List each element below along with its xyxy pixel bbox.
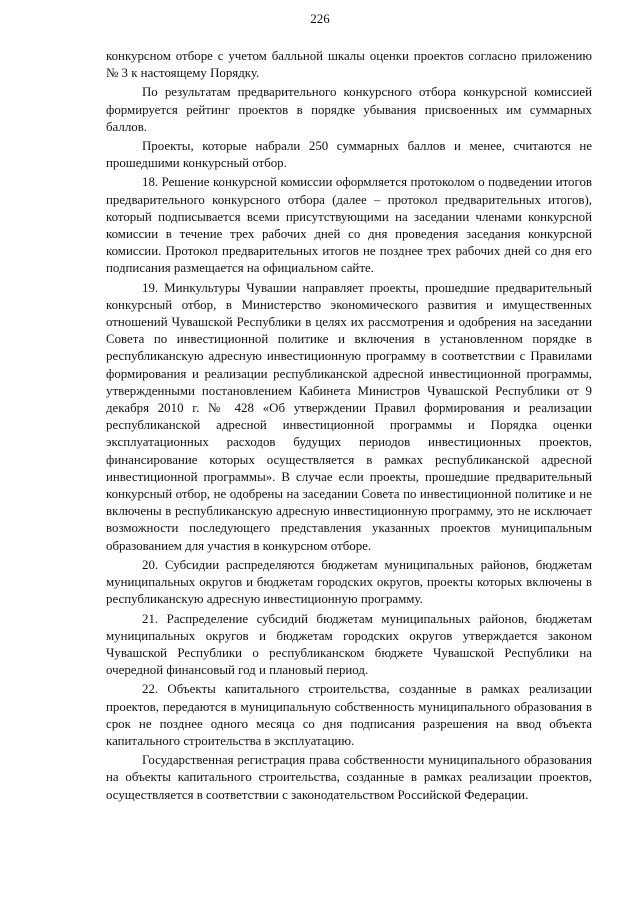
paragraph-20: 20. Субсидии распределяются бюджетам муниципальных районов, бюджетам муниципальных округов и бюджетам городских округов, проекты которых включены в республиканскую адресную инвестиционную программу. (106, 557, 592, 607)
paragraph-state-registration: Государственная регистрация права собственности муниципального образования на объекты капитального строительства, созданные в рамках реализации проектов, осуществляется в соответствии с законодательством Российской Федерации. (106, 753, 592, 802)
paragraph-threshold: Проекты, которые набрали 250 суммарных баллов и менее, считаются не прошедшими конкурсный отбор. (106, 139, 592, 171)
paragraph-continuation: конкурсном отборе с учетом балльной шкалы оценки проектов согласно приложению № 3 к настоящему Порядку. (106, 49, 592, 81)
page-number: 226 (310, 11, 330, 26)
document-body (106, 48, 592, 806)
paragraph-21: 21. Распределение субсидий бюджетам муниципальных районов, бюджетам муниципальных округов и бюджетам городских округов утверждается законом Чувашской Республики о республиканском бюджете Чувашской Республики на очередной финансовый год и плановый период. (106, 611, 592, 678)
paragraph-rating: По результатам предварительного конкурсного отбора конкурсной комиссией формируется рейтинг проектов в порядке убывания присвоенных им суммарных баллов. (106, 85, 592, 134)
paragraph-19: 19. Минкультуры Чувашии направляет проекты, прошедшие предварительный конкурсный отбор, в Министерство экономического развития и имущественных отношений Чувашской Республики в целях их рассмотрения и одобрения на заседании Совета по инвестиционной политике и включения в установленном порядке в республиканскую адресную инвестиционную программу в соответствии с Правилами формирования и реализации республиканской адресной инвестиционной программы, утвержденными постановлением Кабинета Министров Чувашской Республики от 9 декабря 2010 г. № 428 «Об утверждении Правил формирования и реализации республиканской адресной инвестиционной программы и Порядка оценки эксплуатационных расходов будущих периодов инвестиционных проектов, финансирование которых осуществляется в рамках республиканской адресной инвестиционной программы». В случае если проекты, прошедшие предварительный конкурсный отбор, не одобрены на заседании Совета по инвестиционной политике и не включены в республиканскую адресную инвестиционную программу, это не исключает возможности последующего представления указанных проектов муниципальным образованием для участия в конкурсном отборе. (106, 280, 592, 553)
paragraph-22: 22. Объекты капитального строительства, созданные в рамках реализации проектов, передаются в муниципальную собственность муниципального образования в срок не позднее одного месяца со дня подписания разрешения на ввод объекта капитального строительства в эксплуатацию. (106, 682, 592, 748)
paragraph-18: 18. Решение конкурсной комиссии оформляется протоколом о подведении итогов предварительного конкурсного отбора (далее – протокол предварительных итогов), который подписывается всеми присутствующими на заседании членами конкурсной комиссии в течение трех рабочих дней со дня проведения заседания конкурсной комиссии. Протокол предварительных итогов не позднее трех рабочих дней со дня его подписания размещается на официальном сайте. (106, 175, 592, 276)
